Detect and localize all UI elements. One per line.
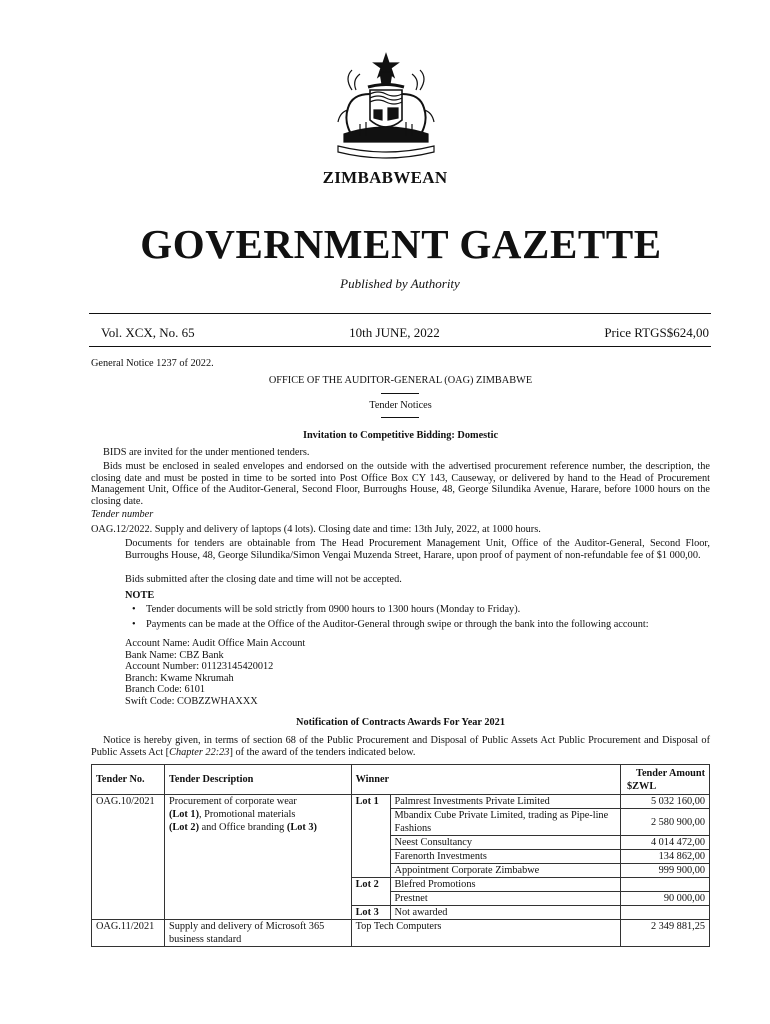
heading-divider: [381, 417, 419, 418]
volume-number: Vol. XCX, No. 65: [101, 325, 195, 340]
amount-cell: 4 014 472,00: [621, 836, 710, 850]
gazette-title: GOVERNMENT GAZETTE: [140, 221, 662, 267]
office-heading: OFFICE OF THE AUDITOR-GENERAL (OAG) ZIMBABWE: [268, 375, 533, 386]
lot-ref: (Lot 2): [168, 822, 199, 833]
awards-intro-text: Notice is hereby given, in terms of section 68 of the Public Procurement and Disposal of Public Assets Act Public Procurement and Disposal of Public Assets Act [: [91, 735, 710, 758]
amount-cell: 90 000,00: [621, 892, 710, 906]
contract-awards-table: [91, 764, 710, 947]
description-text: Procurement of corporate wear: [168, 796, 297, 807]
description-text: , Promotional materials: [199, 809, 296, 820]
note-item: • Payments can be made at the Office of the Auditor-General through swipe or through the bank into the following account:: [126, 619, 711, 631]
awards-intro-text-end: ] of the award of the tenders indicated below.: [229, 746, 416, 758]
lot-label: Lot 1: [351, 795, 390, 878]
masthead-bottom-rule: [89, 346, 711, 347]
amount-cell: 999 900,00: [621, 864, 710, 878]
tender-description-cell: [164, 795, 351, 920]
act-chapter: Chapter 22:23: [169, 746, 230, 758]
documents-paragraph: Documents for tenders are obtainable from The Head Procurement Management Unit, Office of the Auditor-General, Second Floor, Burroughs House, 48, George Silundika/Simon Vengai Muzenda Street, Harare, upon proof of payment of non-refundable fee of $1 000,00.: [125, 538, 710, 561]
bids-invited-paragraph: BIDS are invited for the under mentioned tenders.: [103, 447, 310, 458]
awards-heading: Notification of Contracts Awards For Year 2021: [296, 717, 505, 728]
bid-submission-paragraph: Bids must be enclosed in sealed envelopes and endorsed on the outside with the advertised procurement reference number, the description, the closing date and must be posted in time to be sorted into Post Office Box CY 143, Causeway, or delivered by hand to the Head of Procurement Management Unit, Office of the Auditor-General, Second Floor, Burroughs House, 48, George Silundika Avenue, Harare, before 1000 hours on the closing date.: [91, 461, 710, 507]
description-text: and Office branding: [199, 822, 287, 833]
col-header-amount-line1: Tender Amount: [636, 767, 705, 779]
winner-cell: Not awarded: [390, 906, 620, 920]
col-header-description: Tender Description: [164, 765, 351, 795]
amount-cell: 2 349 881,25: [621, 920, 710, 947]
winner-cell: Palmrest Investments Private Limited: [390, 795, 620, 809]
col-header-amount-line2: $ZWL: [627, 780, 657, 792]
tender-description-cell: Supply and delivery of Microsoft 365 business standard: [164, 920, 351, 947]
winner-cell: Top Tech Computers: [351, 920, 620, 947]
tender-number-label: Tender number: [91, 509, 154, 520]
winner-cell: Prestnet: [390, 892, 620, 906]
col-header-winner: Winner: [351, 765, 620, 795]
awards-intro-paragraph: [91, 735, 710, 758]
country-label: ZIMBABWEAN: [322, 168, 448, 187]
account-number: Account Number: 01123145420012: [125, 661, 274, 672]
bank-name: Bank Name: CBZ Bank: [125, 649, 224, 661]
winner-cell: Appointment Corporate Zimbabwe: [390, 864, 620, 878]
account-name: Account Name: Audit Office Main Account: [125, 638, 306, 649]
issue-price: Price RTGS$624,00: [604, 325, 709, 340]
tender-notices-heading: Tender Notices: [369, 400, 432, 411]
note-label: NOTE: [125, 590, 155, 601]
winner-cell: Farenorth Investments: [390, 850, 620, 864]
branch-code: Branch Code: 6101: [125, 684, 206, 695]
branch-name: Branch: Kwame Nkrumah: [125, 672, 234, 684]
amount-cell: 2 580 900,00: [621, 809, 710, 836]
amount-cell: 134 862,00: [621, 850, 710, 864]
note-item: • Tender documents will be sold strictly from 0900 hours to 1300 hours (Monday to Friday).: [126, 604, 711, 616]
winner-cell: Mbandix Cube Private Limited, trading as Pipe-line Fashions: [390, 809, 620, 836]
late-bids-text: Bids submitted after the closing date and time will not be accepted.: [125, 574, 402, 585]
lot-label: Lot 3: [351, 906, 390, 920]
swift-code: Swift Code: COBZZWHAXXX: [125, 695, 258, 707]
lot-ref: (Lot 1): [168, 809, 199, 820]
tender-line: OAG.12/2022. Supply and delivery of laptops (4 lots). Closing date and time: 13th July, 2022, at 1000 hours.: [91, 524, 541, 535]
tender-no-cell: OAG.11/2021: [92, 920, 165, 947]
amount-cell: [621, 878, 710, 892]
col-header-amount: [621, 765, 710, 795]
issue-date: 10th JUNE, 2022: [349, 325, 440, 340]
tender-no-cell: OAG.10/2021: [92, 795, 165, 920]
winner-cell: Neest Consultancy: [390, 836, 620, 850]
winner-cell: Blefred Promotions: [390, 878, 620, 892]
heading-divider: [381, 393, 419, 394]
zimbabwe-coat-of-arms-emblem: [330, 50, 442, 160]
note-list: [126, 604, 711, 633]
general-notice-number: General Notice 1237 of 2022.: [91, 358, 214, 369]
invitation-heading: Invitation to Competitive Bidding: Domestic: [302, 430, 499, 441]
table-row: [92, 920, 710, 947]
amount-cell: 5 032 160,00: [621, 795, 710, 809]
table-row: [92, 795, 710, 809]
masthead-top-rule: [89, 313, 711, 314]
lot-ref: (Lot 3): [286, 822, 317, 833]
amount-cell: [621, 906, 710, 920]
table-header-row: [92, 765, 710, 795]
masthead-info: [101, 325, 709, 341]
bank-account-details: [125, 638, 305, 707]
col-header-tender-no: Tender No.: [92, 765, 165, 795]
lot-label: Lot 2: [351, 878, 390, 906]
gazette-subtitle: Published by Authority: [340, 276, 460, 291]
